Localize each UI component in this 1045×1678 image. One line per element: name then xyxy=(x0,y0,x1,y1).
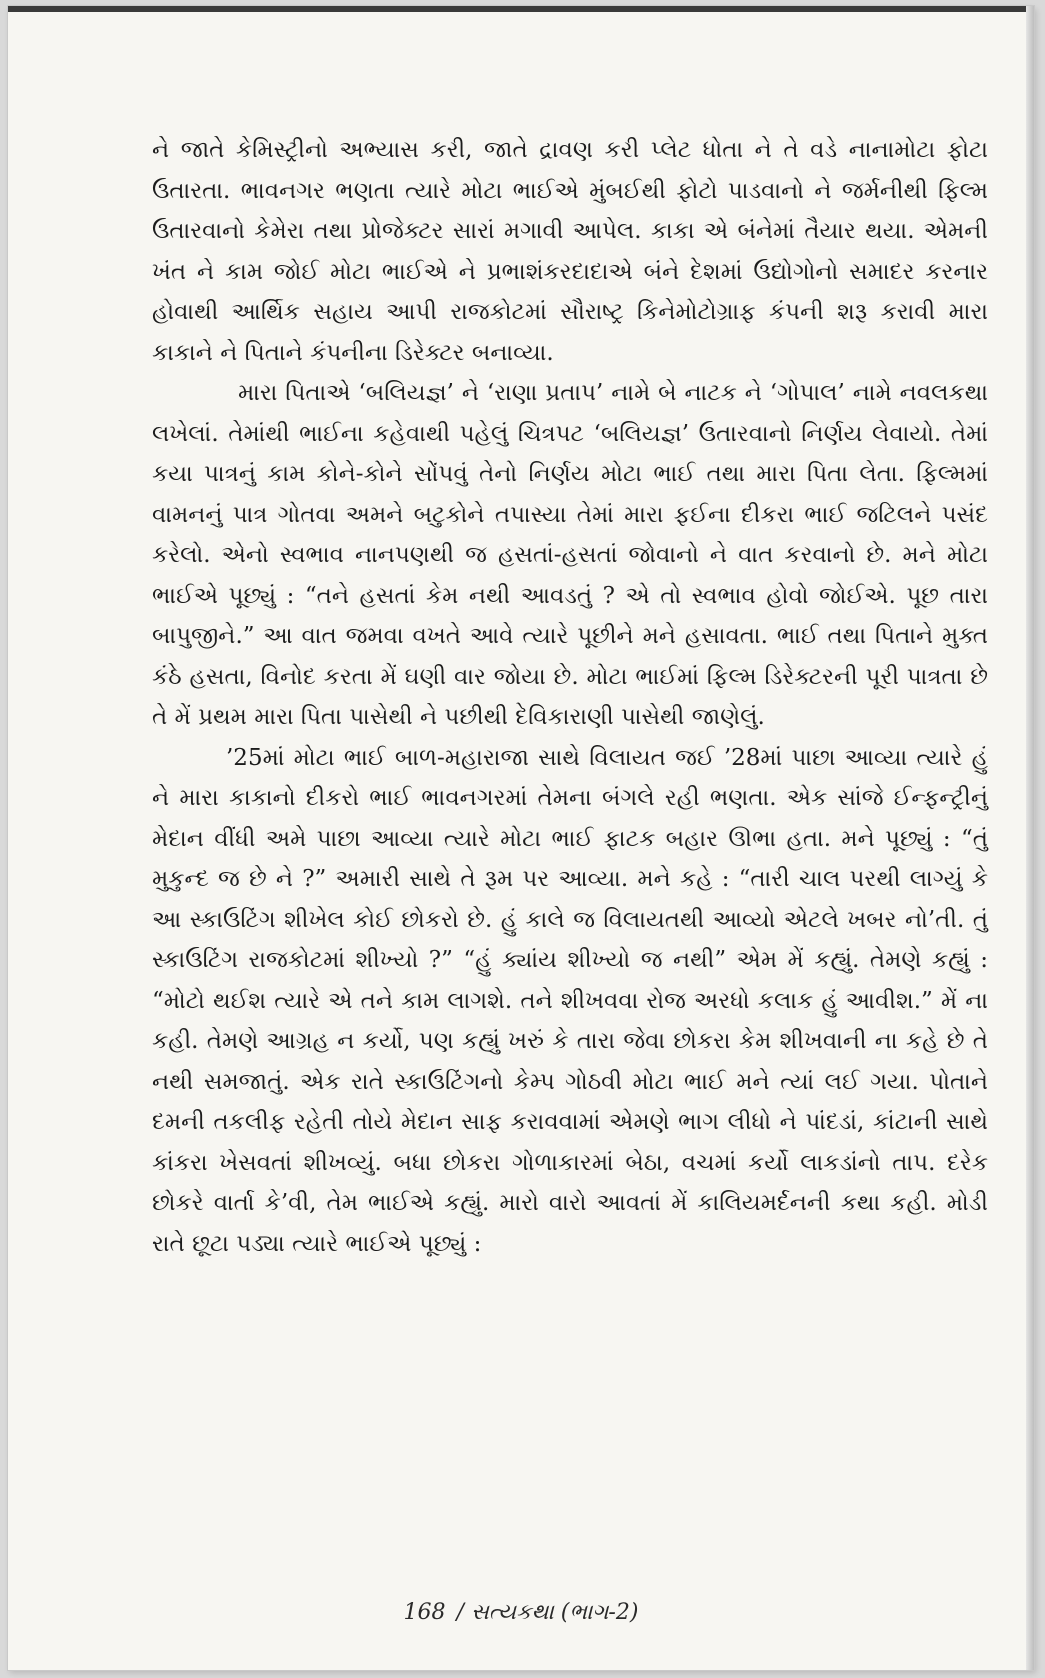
book-title: સત્યકથા (ભાગ-2) xyxy=(470,1600,639,1625)
page-right-edge xyxy=(1026,6,1034,1670)
page-top-edge xyxy=(8,6,1034,12)
body-text xyxy=(152,130,988,1264)
footer-separator: / xyxy=(456,1600,464,1625)
page-number: 168 xyxy=(403,1600,446,1625)
paragraph-1: ને જાતે કેમિસ્ટ્રીનો અભ્યાસ કરી, જાતે દ્રાવણ કરી પ્લેટ ધોતા ને તે વડે નાનામોટા ફોટા ઉતારતા. ભાવનગર ભણતા ત્યારે મોટા ભાઈએ મુંબઈથી ફોટો પાડવાનો ને જર્મનીથી ફિલ્મ ઉતારવાનો કેમેરા તથા પ્રોજેક્ટર સારાં મગાવી આપેલ. કાકા એ બંનેમાં તૈયાર થયા. એમની ખંત ને કામ જોઈ મોટા ભાઈએ ને પ્રભાશંકરદાદાએ બંને દેશમાં ઉદ્યોગોનો સમાદર કરનાર હોવાથી આર્થિક સહાય આપી રાજકોટમાં સૌરાષ્ટ્ર કિનેમોટોગ્રાફ કંપની શરૂ કરાવી મારા કાકાને ને પિતાને કંપનીના ડિરેક્ટર બનાવ્યા. xyxy=(152,137,988,366)
book-page xyxy=(8,6,1034,1670)
paragraph-2: મારા પિતાએ ‘બલિયજ્ઞ’ ને ‘રાણા પ્રતાપ’ નામે બે નાટક ને ‘ગોપાલ’ નામે નવલકથા લખેલાં. તેમાંથી ભાઈના કહેવાથી પહેલું ચિત્રપટ ‘બલિયજ્ઞ’ ઉતારવાનો નિર્ણય લેવાયો. તેમાં કયા પાત્રનું કામ કોને-કોને સોંપવું તેનો નિર્ણય મોટા ભાઈ તથા મારા પિતા લેતા. ફિલ્મમાં વામનનું પાત્ર ગોતવા અમને બટુકોને તપાસ્યા તેમાં મારા ફઈના દીકરા ભાઈ જટિલને પસંદ કરેલો. એનો સ્વભાવ નાનપણથી જ હસતાં-હસતાં જોવાનો ને વાત કરવાનો છે. મને મોટા ભાઈએ પૂછ્યું : “તને હસતાં કેમ નથી આવડતું ? એ તો સ્વભાવ હોવો જોઈએ. પૂછ તારા બાપુજીને.” આ વાત જમવા વખતે આવે ત્યારે પૂછીને મને હસાવતા. ભાઈ તથા પિતાને મુક્ત કંઠે હસતા, વિનોદ કરતા મેં ઘણી વાર જોયા છે. મોટા ભાઈમાં ફિલ્મ ડિરેક્ટરની પૂરી પાત્રતા છે તે મેં પ્રથમ મારા પિતા પાસેથી ને પછીથી દેવિકારાણી પાસેથી જાણેલું. xyxy=(152,380,988,730)
page-footer xyxy=(8,1600,1034,1625)
paragraph-3: ’25માં મોટા ભાઈ બાળ-મહારાજા સાથે વિલાયત જઈ ’28માં પાછા આવ્યા ત્યારે હું ને મારા કાકાનો દીકરો ભાઈ ભાવનગરમાં તેમના બંગલે રહી ભણતા. એક સાંજે ઈન્ફન્ટ્રીનું મેદાન વીંધી અમે પાછા આવ્યા ત્યારે મોટા ભાઈ ફાટક બહાર ઊભા હતા. મને પૂછ્યું : “તું મુકુન્દ જ છે ને ?” અમારી સાથે તે રૂમ પર આવ્યા. મને કહે : “તારી ચાલ પરથી લાગ્યું કે આ સ્કાઉટિંગ શીખેલ કોઈ છોકરો છે. હું કાલે જ વિલાયતથી આવ્યો એટલે ખબર નો’તી. તું સ્કાઉટિંગ રાજકોટમાં શીખ્યો ?” “હું ક્યાંય શીખ્યો જ નથી” એમ મેં કહ્યું. તેમણે કહ્યું : “મોટો થઈશ ત્યારે એ તને કામ લાગશે. તને શીખવવા રોજ અરધો કલાક હું આવીશ.” મેં ના કહી. તેમણે આગ્રહ ન કર્યો, પણ કહ્યું ખરું કે તારા જેવા છોકરા કેમ શીખવાની ના કહે છે તે નથી સમજાતું. એક રાતે સ્કાઉટિંગનો કેમ્પ ગોઠવી મોટા ભાઈ મને ત્યાં લઈ ગયા. પોતાને દમની તકલીફ રહેતી તોયે મેદાન સાફ કરાવવામાં એમણે ભાગ લીધો ને પાંદડાં, કાંટાની સાથે કાંકરા ખેસવતાં શીખવ્યું. બધા છોકરા ગોળાકારમાં બેઠા, વચમાં કર્યો લાકડાંનો તાપ. દરેક છોકરે વાર્તા કે’વી, તેમ ભાઈએ કહ્યું. મારો વારો આવતાં મેં કાલિયમર્દનની કથા કહી. મોડી રાતે છૂટા પડ્યા ત્યારે ભાઈએ પૂછ્યું : xyxy=(152,744,988,1257)
